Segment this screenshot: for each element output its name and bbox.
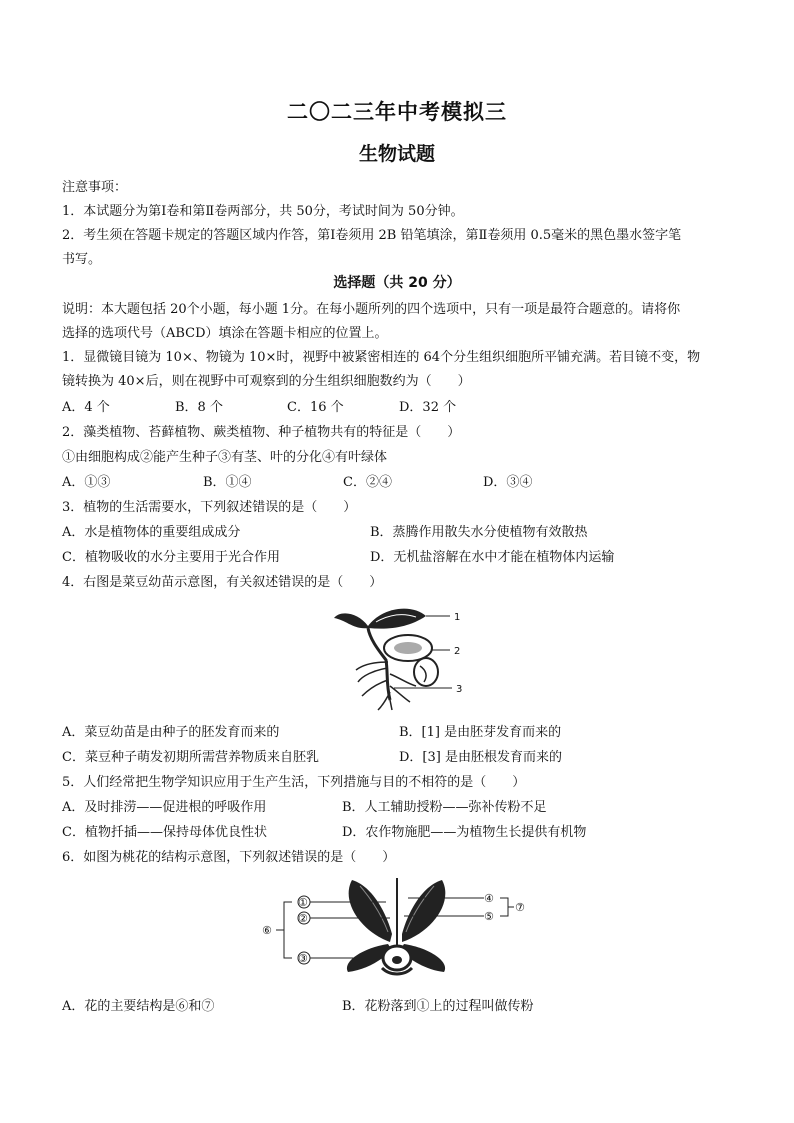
q2-option-b: B．①④ <box>203 475 252 490</box>
q1-option-c: C．16 个 <box>287 400 344 415</box>
fig-label-1: ① <box>298 896 308 909</box>
q1-option-d: D．32 个 <box>399 400 457 415</box>
section-title: 选择题（共 20 分） <box>333 275 461 291</box>
seedling-leaf <box>368 609 426 629</box>
bean-seedling-figure <box>328 600 478 712</box>
q4-option-c: C．菜豆种子萌发初期所需营养物质来自胚乳 <box>62 750 319 765</box>
q3-option-d: D．无机盐溶解在水中才能在植物体内运输 <box>370 550 615 565</box>
q4-option-d: D．[3] 是由胚根发育而来的 <box>399 750 562 765</box>
notes-heading: 注意事项： <box>62 180 128 195</box>
q1-option-b: B．8 个 <box>175 400 223 415</box>
q5-option-d: D．农作物施肥——为植物生长提供有机物 <box>342 825 587 840</box>
q1-stem-cont: 镜转换为 40×后，则在视野中可观察到的分生组织细胞数约为（ ） <box>62 374 471 389</box>
fig-label-6: ⑥ <box>262 924 272 937</box>
q3-option-c: C．植物吸收的水分主要用于光合作用 <box>62 550 280 565</box>
section-desc-cont: 选择的选项代号（ABCD）填涂在答题卡相应的位置上。 <box>62 326 388 341</box>
q2-stem: 2．藻类植物、苔藓植物、蕨类植物、种子植物共有的特征是（ ） <box>62 425 461 440</box>
q3-option-b: B．蒸腾作用散失水分使植物有效散热 <box>370 525 588 540</box>
q6-stem: 6．如图为桃花的结构示意图，下列叙述错误的是（ ） <box>62 850 396 865</box>
fig-label-4: ④ <box>484 892 494 905</box>
q5-option-c: C．植物扦插——保持母体优良性状 <box>62 825 267 840</box>
q4-stem: 4．右图是菜豆幼苗示意图，有关叙述错误的是（ ） <box>62 575 383 590</box>
flower-petal <box>402 880 445 942</box>
fig-label-1: 1 <box>454 612 461 623</box>
q2-option-a: A．①③ <box>62 475 111 490</box>
q2-option-c: C．②④ <box>343 475 392 490</box>
q2-items: ①由细胞构成②能产生种子③有茎、叶的分化④有叶绿体 <box>62 450 388 465</box>
fig-label-2: ② <box>298 912 308 925</box>
notes-item-2-cont: 书写。 <box>62 252 102 267</box>
q4-option-a: A．菜豆幼苗是由种子的胚发育而来的 <box>62 725 280 740</box>
section-desc: 说明：本大题包括 20个小题，每小题 1分。在每小题所列的四个选项中，只有一项是最符合题意的。请将你 <box>62 302 681 317</box>
seedling-leaf <box>334 613 368 628</box>
fig-label-3: ③ <box>298 952 308 965</box>
notes-item-2: 2．考生须在答题卡规定的答题区域内作答，第Ⅰ卷须用 2B 铅笔填涂，第Ⅱ卷须用 0.5毫米的黑色墨水签字笔 <box>62 228 682 243</box>
exam-title: 二〇二三年中考模拟三 <box>287 100 507 124</box>
q4-option-b: B．[1] 是由胚芽发育而来的 <box>399 725 562 740</box>
fig-label-7: ⑦ <box>515 901 525 914</box>
fig-label-3: 3 <box>456 684 463 695</box>
flower-petal <box>349 880 392 942</box>
q3-stem: 3．植物的生活需要水，下列叙述错误的是（ ） <box>62 500 357 515</box>
fig-label-2: 2 <box>454 646 461 657</box>
q6-option-a: A．花的主要结构是⑥和⑦ <box>62 999 215 1014</box>
q1-stem: 1．显微镜目镜为 10×、物镜为 10×时，视野中被紧密相连的 64个分生组织细胞所平铺充满。若目镜不变，物 <box>62 350 701 365</box>
q5-stem: 5．人们经常把生物学知识应用于生产生活，下列措施与目的不相符的是（ ） <box>62 775 526 790</box>
notes-item-1: 1．本试题分为第Ⅰ卷和第Ⅱ卷两部分，共 50分，考试时间为 50分钟。 <box>62 204 464 219</box>
q1-option-a: A．4 个 <box>62 400 110 415</box>
q2-option-d: D．③④ <box>483 475 533 490</box>
q6-option-b: B．花粉落到①上的过程叫做传粉 <box>342 999 534 1014</box>
q5-option-b: B．人工辅助授粉——弥补传粉不足 <box>342 800 547 815</box>
peach-flower-figure <box>262 872 532 984</box>
q3-option-a: A．水是植物体的重要组成成分 <box>62 525 241 540</box>
q5-option-a: A．及时排涝——促进根的呼吸作用 <box>62 800 267 815</box>
fig-label-5: ⑤ <box>484 910 494 923</box>
exam-subtitle: 生物试题 <box>358 143 435 165</box>
